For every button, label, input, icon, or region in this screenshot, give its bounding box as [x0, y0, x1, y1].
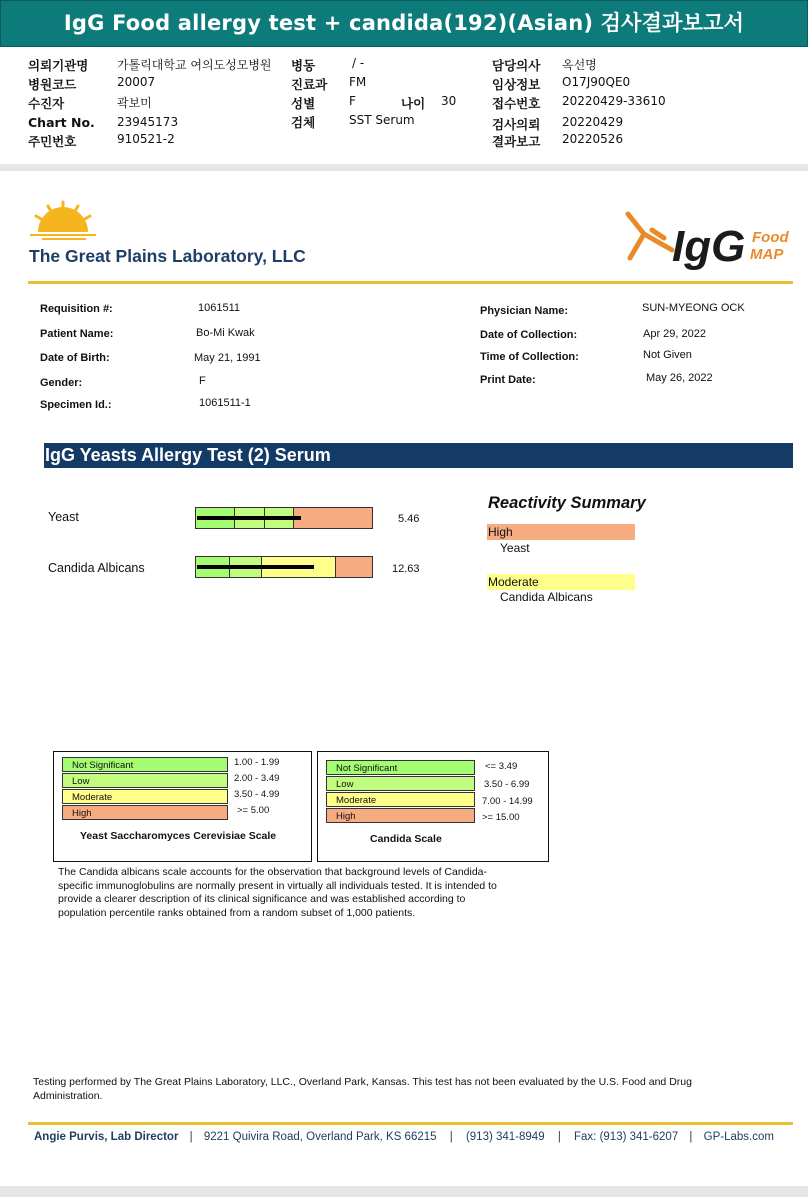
- scale-range: >= 5.00: [237, 805, 270, 816]
- kr-value: 20220526: [562, 132, 624, 146]
- scale-row-moderate: Moderate: [326, 792, 475, 807]
- footer-contact: [34, 1131, 774, 1143]
- gold-divider: [28, 281, 793, 284]
- scale-range: 2.00 - 3.49: [234, 773, 280, 784]
- igg-logo-map: MAP: [750, 246, 784, 263]
- page-divider: [0, 164, 808, 171]
- info-value: Bo-Mi Kwak: [196, 327, 255, 339]
- bar-segment-high: [336, 557, 372, 577]
- footer-web: GP-Labs.com: [703, 1131, 774, 1143]
- result-bar-candida: [195, 556, 373, 578]
- igg-logo-food: Food: [752, 229, 789, 246]
- yeast-scale-caption: Yeast Saccharomyces Cerevisiae Scale: [80, 830, 277, 842]
- footer-address: 9221 Quivira Road, Overland Park, KS 66215: [203, 1131, 437, 1143]
- kr-value: 20220429: [562, 115, 624, 129]
- kr-value: 910521-2: [117, 132, 175, 146]
- kr-value: 옥선명: [562, 58, 597, 72]
- footer-sep: |: [557, 1131, 561, 1143]
- result-value-candida: 12.63: [392, 563, 420, 575]
- info-value: 1061511-1: [199, 397, 251, 409]
- kr-label: 성별: [291, 96, 316, 111]
- footer-director: Angie Purvis, Lab Director: [34, 1131, 179, 1143]
- scale-range: <= 3.49: [485, 761, 518, 772]
- scale-row-not-significant: Not Significant: [326, 760, 475, 775]
- kr-label: 주민번호: [28, 134, 77, 149]
- info-label: Date of Birth:: [40, 352, 110, 364]
- summary-level-moderate: Moderate: [487, 574, 635, 590]
- kr-value: O17J90QE0: [562, 75, 631, 89]
- kr-label: 접수번호: [492, 96, 541, 111]
- scale-row-moderate: Moderate: [62, 789, 228, 804]
- summary-item: Candida Albicans: [500, 590, 593, 604]
- info-value: F: [199, 375, 206, 387]
- kr-value: 가톨릭대학교 여의도성모병원: [117, 58, 272, 72]
- result-marker: [197, 565, 314, 569]
- lab-name: The Great Plains Laboratory, LLC: [29, 246, 306, 266]
- footer-fax: Fax: (913) 341-6207: [574, 1131, 679, 1143]
- result-bar-yeast: [195, 507, 373, 529]
- scale-row-high: High: [62, 805, 228, 820]
- scale-range: >= 15.00: [482, 812, 520, 823]
- info-label: Specimen Id.:: [40, 399, 112, 411]
- kr-label: 검체: [291, 115, 316, 130]
- footer-phone: (913) 341-8949: [465, 1131, 545, 1143]
- info-value: Apr 29, 2022: [643, 328, 706, 340]
- info-label: Requisition #:: [40, 303, 113, 315]
- result-label-yeast: Yeast: [48, 510, 79, 524]
- kr-label: 나이: [401, 96, 426, 111]
- info-value: May 26, 2022: [646, 372, 713, 384]
- footer-sep: |: [449, 1131, 453, 1143]
- igg-logo-text: IgG: [672, 222, 746, 271]
- kr-label: 검사의뢰: [492, 117, 541, 132]
- result-marker: [197, 516, 301, 520]
- kr-label: 병원코드: [28, 77, 77, 92]
- sun-logo-icon: [28, 198, 98, 240]
- result-value-yeast: 5.46: [398, 513, 420, 525]
- kr-value: F: [349, 94, 356, 108]
- kr-label: 진료과: [291, 77, 328, 92]
- info-value: May 21, 1991: [194, 352, 261, 364]
- kr-value: SST Serum: [349, 113, 415, 127]
- disclaimer: Testing performed by The Great Plains Laboratory, LLC., Overland Park, Kansas. This test has not been evaluated by the U.S. Food and Drug Administration.: [33, 1076, 692, 1102]
- kr-value: FM: [349, 75, 367, 89]
- gold-divider: [28, 1122, 793, 1125]
- info-label: Print Date:: [480, 374, 536, 386]
- info-label: Date of Collection:: [480, 329, 578, 341]
- yeast-scale-box: [53, 751, 312, 862]
- info-value: 1061511: [198, 302, 241, 314]
- summary-level-high: High: [487, 524, 635, 540]
- scale-range: 7.00 - 14.99: [482, 796, 533, 807]
- kr-label: 담당의사: [492, 58, 541, 73]
- result-label-candida: Candida Albicans: [48, 561, 145, 575]
- kr-label: Chart No.: [28, 115, 95, 130]
- igg-antibody-icon: [622, 208, 678, 266]
- scale-range: 3.50 - 6.99: [484, 779, 530, 790]
- kr-label: 의뢰기관명: [28, 58, 89, 73]
- bar-segment-high: [294, 508, 372, 528]
- scale-row-not-significant: Not Significant: [62, 757, 228, 772]
- footer-sep: |: [189, 1131, 193, 1143]
- scale-range: 1.00 - 1.99: [234, 757, 280, 768]
- info-value: SUN-MYEONG OCK: [642, 302, 745, 314]
- reactivity-summary-title: Reactivity Summary: [488, 494, 646, 512]
- summary-item: Yeast: [500, 541, 530, 555]
- report-title: IgG Food allergy test + candida(192)(Asian) 검사결과보고서: [63, 11, 745, 35]
- scale-range: 3.50 - 4.99: [234, 789, 280, 800]
- scale-row-low: Low: [326, 776, 475, 791]
- info-label: Gender:: [40, 377, 83, 389]
- kr-value: 23945173: [117, 115, 179, 129]
- footer-sep: |: [689, 1131, 693, 1143]
- info-label: Patient Name:: [40, 328, 114, 340]
- kr-value: / -: [352, 56, 365, 70]
- section-title: IgG Yeasts Allergy Test (2) Serum: [45, 445, 331, 465]
- candida-note: The Candida albicans scale accounts for the observation that background levels of Candida-specific immunoglobulins are normally present in virtually all individuals tested. It is intended to provide a clearer description of its clinical significance and was established according to population percentile ranks obtained from a random subset of 1,000 patients.: [58, 866, 497, 919]
- scale-row-low: Low: [62, 773, 228, 788]
- scale-row-high: High: [326, 808, 475, 823]
- kr-label: 병동: [291, 58, 316, 73]
- kr-value: 20007: [117, 75, 156, 89]
- kr-value: 30: [441, 94, 457, 108]
- kr-label: 수진자: [28, 96, 65, 111]
- kr-label: 임상정보: [492, 77, 541, 92]
- kr-label: 결과보고: [492, 134, 541, 149]
- kr-value: 곽보미: [117, 96, 152, 110]
- info-value: Not Given: [643, 349, 692, 361]
- info-label: Time of Collection:: [480, 351, 579, 363]
- candida-scale-box: [317, 751, 549, 862]
- kr-value: 20220429-33610: [562, 94, 666, 108]
- page-bottom: [0, 1186, 808, 1197]
- info-label: Physician Name:: [480, 305, 569, 317]
- candida-scale-caption: Candida Scale: [370, 833, 442, 845]
